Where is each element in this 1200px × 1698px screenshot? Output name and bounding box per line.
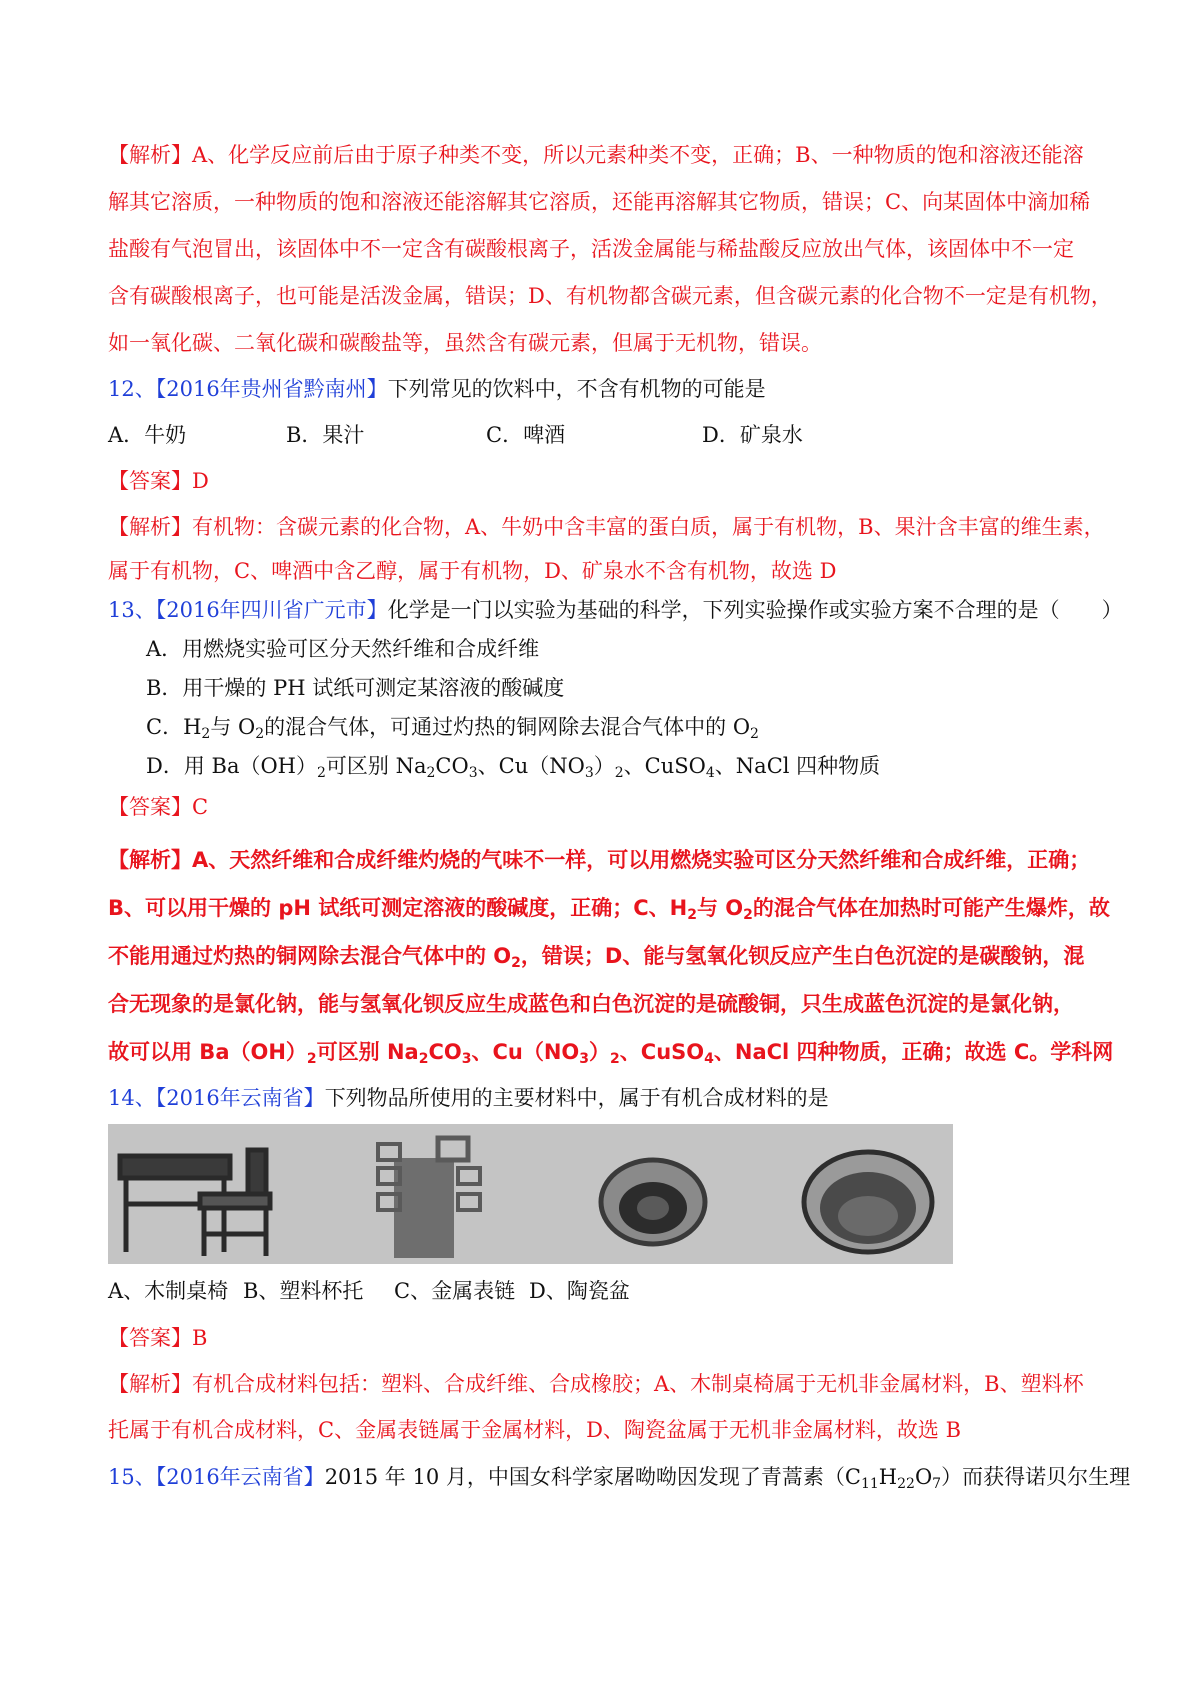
text-run: H: [878, 1465, 898, 1489]
question-number: 14、: [108, 1086, 156, 1110]
subscript: 2: [614, 765, 624, 781]
q14-stem: [108, 1083, 1098, 1113]
text-run: D．用 Ba（OH）: [146, 754, 317, 778]
q12-analysis-line: 属于有机物，C、啤酒中含乙醇，属于有机物，D、矿泉水不含有机物，故选 D: [108, 559, 837, 583]
text-run: 故可以用 Ba（OH）: [108, 1040, 307, 1064]
subscript: 4: [705, 765, 715, 781]
q12-stem: [108, 374, 1098, 404]
question-source: 【2016年四川省广元市】: [155, 598, 388, 622]
text-run: CO: [428, 1040, 462, 1064]
option-c: C、金属表链: [394, 1279, 516, 1303]
subscript: 3: [468, 765, 478, 781]
q15-stem: [108, 1462, 1131, 1492]
subscript: 3: [579, 1051, 590, 1067]
subscript: 2: [750, 726, 759, 742]
q12-answer: 【答案】D: [108, 469, 209, 493]
subscript: 2: [426, 765, 436, 781]
items-illustration: [108, 1124, 953, 1264]
subscript: 7: [932, 1476, 942, 1492]
q13-option-a: A．用燃烧实验可区分天然纤维和合成纤维: [146, 637, 540, 661]
subscript: 2: [317, 765, 326, 781]
option-d: D．矿泉水: [702, 423, 803, 447]
text-run: 与 O: [696, 896, 744, 920]
q11-analysis-line: 盐酸有气泡冒出，该固体中不一定含有碳酸根离子，活泼金属能与稀盐酸反应放出气体，该固体中不一定: [108, 237, 1074, 261]
q14-items-photo: [108, 1124, 953, 1264]
q13-analysis-line: [108, 941, 1098, 971]
q14-options: [108, 1276, 1098, 1306]
subscript: 3: [584, 765, 594, 781]
subscript: 22: [897, 1476, 915, 1492]
text-run: B、可以用干燥的 pH 试纸可测定溶液的酸碱度，正确；C、H: [108, 896, 688, 920]
option-c: C．啤酒: [486, 423, 566, 447]
text-run: ）而获得诺贝尔生理: [941, 1465, 1131, 1489]
q11-analysis-line: 【解析】A、化学反应前后由于原子种类不变，所以元素种类不变，正确；B、一种物质的饱和溶液还能溶: [108, 143, 1084, 167]
q13-stem: [108, 595, 1123, 625]
text-run: 可区别 Na: [316, 1040, 419, 1064]
text-run: C．H: [146, 715, 202, 739]
text-run: 与 O: [210, 715, 256, 739]
text-run: ，错误；D、能与氢氧化钡反应产生白色沉淀的是碳酸钠，混: [520, 944, 1085, 968]
question-source: 【2016年云南省】: [155, 1465, 325, 1489]
question-text: 下列常见的饮料中，不含有机物的可能是: [387, 377, 766, 401]
subscript: 2: [306, 1051, 317, 1067]
ceramic-bowl-image: [804, 1152, 932, 1252]
q13-answer: 【答案】C: [108, 795, 209, 819]
text-run: 、NaCl 四种物质，正确；故选 C。学科网: [713, 1040, 1114, 1064]
subscript: 2: [610, 1051, 620, 1067]
option-b: B、塑料杯托: [243, 1279, 364, 1303]
question-number: 15、: [108, 1465, 156, 1489]
q14-answer: 【答案】B: [108, 1326, 208, 1350]
text-run: 、Cu（NO: [477, 754, 585, 778]
question-number: 12、: [108, 377, 156, 401]
option-b: B．果汁: [286, 423, 365, 447]
question-text: 下列物品所使用的主要材料中，属于有机合成材料的是: [324, 1086, 829, 1110]
q13-analysis-line: [108, 893, 1110, 923]
subscript: 2: [418, 1051, 429, 1067]
text-run: ）: [593, 754, 615, 778]
text-run: 、NaCl 四种物质: [714, 754, 881, 778]
text-run: 的混合气体在加热时可能产生爆炸，故: [752, 896, 1110, 920]
q13-option-b: B．用干燥的 PH 试纸可测定某溶液的酸碱度: [146, 676, 565, 700]
subscript: 2: [201, 726, 211, 742]
q13-analysis-line: 【解析】A、天然纤维和合成纤维灼烧的气味不一样，可以用燃烧实验可区分天然纤维和合成纤维，正确；: [108, 848, 1091, 872]
subscript: 3: [461, 1051, 472, 1067]
text-run: 2015 年 10 月，中国女科学家屠呦呦因发现了青蒿素（C: [324, 1465, 861, 1489]
q12-options: [108, 420, 1098, 450]
text-run: O: [914, 1465, 933, 1489]
q13-option-d: [146, 751, 1136, 781]
text-run: 的混合气体，可通过灼热的铜网除去混合气体中的 O: [264, 715, 751, 739]
text-run: 可区别 Na: [325, 754, 427, 778]
option-a: A．牛奶: [108, 423, 187, 447]
subscript: 2: [255, 726, 265, 742]
text-run: ）: [589, 1040, 611, 1064]
q12-analysis-line: 【解析】有机物：含碳元素的化合物，A、牛奶中含丰富的蛋白质，属于有机物，B、果汁含丰富的维生素，: [108, 515, 1105, 539]
q11-analysis-line: 解其它溶质，一种物质的饱和溶液还能溶解其它溶质，还能再溶解其它物质，错误；C、向某固体中滴加稀: [108, 190, 1091, 214]
text-run: 不能用通过灼热的铜网除去混合气体中的 O: [108, 944, 512, 968]
subscript: 11: [860, 1476, 879, 1492]
subscript: 4: [704, 1051, 714, 1067]
text-run: 、CuSO: [623, 754, 706, 778]
q13-analysis-line: 合无现象的是氯化钠，能与氢氧化钡反应生成蓝色和白色沉淀的是硫酸铜，只生成蓝色沉淀的是氯化钠，: [108, 992, 1074, 1016]
question-source: 【2016年云南省】: [155, 1086, 325, 1110]
q14-analysis-line: 托属于有机合成材料，C、金属表链属于金属材料，D、陶瓷盆属于无机非金属材料，故选 B: [108, 1418, 962, 1442]
question-number: 13、: [108, 598, 156, 622]
q13-option-c: [146, 712, 1136, 742]
subscript: 2: [743, 907, 753, 923]
subscript: 2: [687, 907, 697, 923]
text-run: 、CuSO: [619, 1040, 705, 1064]
q14-analysis-line: 【解析】有机合成材料包括：塑料、合成纤维、合成橡胶；A、木制桌椅属于无机非金属材料，B、塑料杯: [108, 1372, 1084, 1396]
metal-watch-strap-image: [601, 1160, 705, 1244]
question-text: 化学是一门以实验为基础的科学，下列实验操作或实验方案不合理的是（ ）: [387, 598, 1123, 622]
option-d: D、陶瓷盆: [529, 1279, 630, 1303]
question-source: 【2016年贵州省黔南州】: [155, 377, 388, 401]
q13-analysis-line: [108, 1037, 1114, 1067]
text-run: CO: [435, 754, 469, 778]
option-a: A、木制桌椅: [108, 1279, 229, 1303]
subscript: 2: [511, 955, 521, 971]
q11-analysis-line: 含有碳酸根离子，也可能是活泼金属，错误；D、有机物都含碳元素，但含碳元素的化合物不一定是有机物，: [108, 284, 1112, 308]
text-run: 、Cu（NO: [471, 1040, 580, 1064]
q11-analysis-line: 如一氧化碳、二氧化碳和碳酸盐等，虽然含有碳元素，但属于无机物，错误。: [108, 331, 822, 355]
